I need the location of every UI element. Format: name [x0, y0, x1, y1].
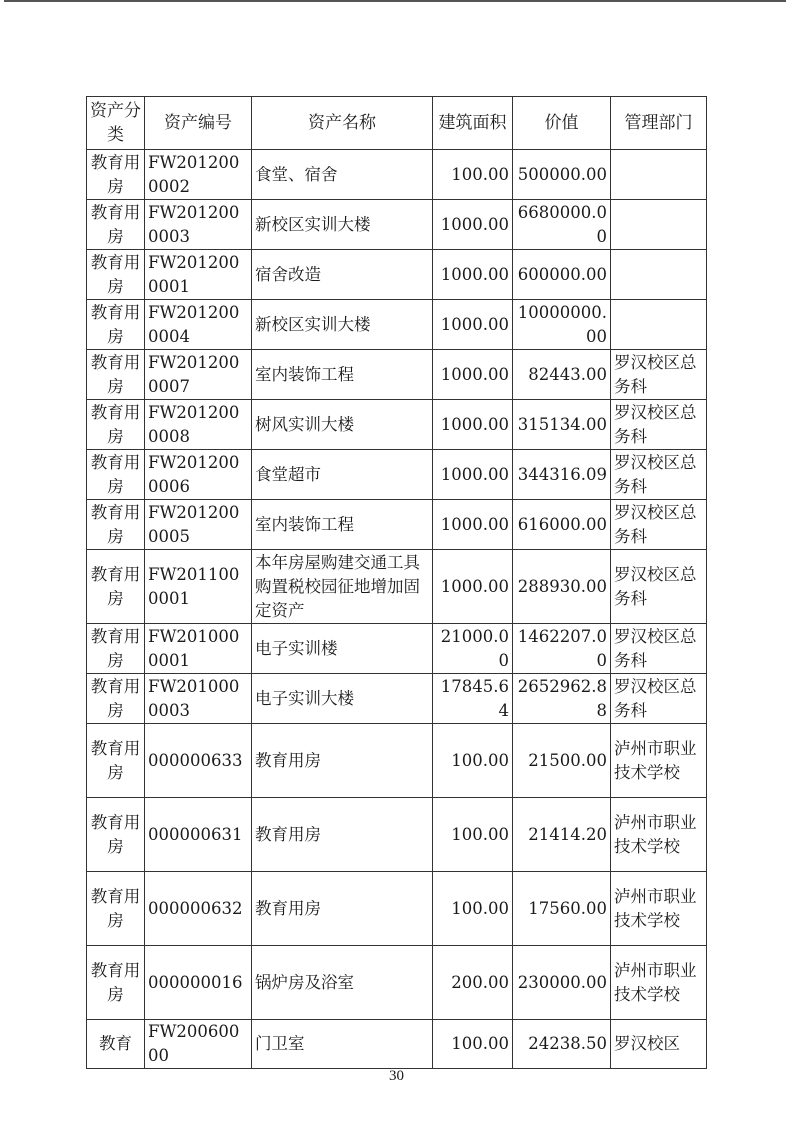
cell-value: 344316.09 [513, 450, 611, 500]
table-row [87, 946, 707, 1020]
cell-code: FW2012000005 [145, 500, 252, 550]
cell-name: 教育用房 [252, 872, 433, 946]
cell-dept [611, 150, 707, 200]
cell-category: 教育用房 [87, 550, 145, 624]
cell-category: 教育用房 [87, 300, 145, 350]
cell-dept: 罗汉校区总务科 [611, 500, 707, 550]
table-row [87, 350, 707, 400]
header-code: 资产编号 [145, 97, 252, 150]
cell-value: 17560.00 [513, 872, 611, 946]
cell-code: FW2012000006 [145, 450, 252, 500]
table-row [87, 150, 707, 200]
cell-dept: 泸州市职业技术学校 [611, 724, 707, 798]
cell-code: 000000631 [145, 798, 252, 872]
table-row [87, 300, 707, 350]
cell-dept: 泸州市职业技术学校 [611, 872, 707, 946]
cell-code: FW2012000008 [145, 400, 252, 450]
cell-area: 1000.00 [433, 200, 513, 250]
cell-area: 100.00 [433, 798, 513, 872]
cell-area: 21000.00 [433, 624, 513, 674]
cell-code: FW2010000003 [145, 674, 252, 724]
cell-name: 宿舍改造 [252, 250, 433, 300]
cell-value: 288930.00 [513, 550, 611, 624]
cell-area: 200.00 [433, 946, 513, 1020]
table-row [87, 400, 707, 450]
cell-value: 6680000.00 [513, 200, 611, 250]
cell-value: 21414.20 [513, 798, 611, 872]
cell-area: 1000.00 [433, 250, 513, 300]
table-row [87, 200, 707, 250]
table-row [87, 250, 707, 300]
cell-value: 230000.00 [513, 946, 611, 1020]
cell-category: 教育用房 [87, 798, 145, 872]
cell-code: FW2012000001 [145, 250, 252, 300]
cell-area: 1000.00 [433, 550, 513, 624]
cell-category: 教育用房 [87, 250, 145, 300]
cell-dept: 泸州市职业技术学校 [611, 798, 707, 872]
cell-value: 24238.50 [513, 1020, 611, 1069]
header-name: 资产名称 [252, 97, 433, 150]
table-row [87, 872, 707, 946]
cell-name: 室内装饰工程 [252, 500, 433, 550]
cell-code: FW2012000002 [145, 150, 252, 200]
cell-area: 100.00 [433, 872, 513, 946]
header-category: 资产分类 [87, 97, 145, 150]
cell-area: 100.00 [433, 1020, 513, 1069]
cell-dept [611, 200, 707, 250]
cell-code: FW2012000004 [145, 300, 252, 350]
cell-area: 1000.00 [433, 450, 513, 500]
cell-code: FW2012000003 [145, 200, 252, 250]
cell-dept [611, 250, 707, 300]
cell-dept: 罗汉校区总务科 [611, 400, 707, 450]
cell-code: FW20060000 [145, 1020, 252, 1069]
cell-category: 教育用房 [87, 946, 145, 1020]
cell-name: 教育用房 [252, 724, 433, 798]
cell-dept: 罗汉校区总务科 [611, 450, 707, 500]
cell-area: 1000.00 [433, 500, 513, 550]
table-row [87, 1020, 707, 1069]
cell-category: 教育用房 [87, 674, 145, 724]
cell-dept: 罗汉校区总务科 [611, 674, 707, 724]
cell-category: 教育用房 [87, 400, 145, 450]
cell-name: 教育用房 [252, 798, 433, 872]
cell-category: 教育用房 [87, 872, 145, 946]
cell-category: 教育用房 [87, 200, 145, 250]
cell-name: 室内装饰工程 [252, 350, 433, 400]
cell-code: FW2011000001 [145, 550, 252, 624]
table-row [87, 450, 707, 500]
cell-area: 100.00 [433, 150, 513, 200]
header-value: 价值 [513, 97, 611, 150]
cell-dept: 罗汉校区 [611, 1020, 707, 1069]
table-row [87, 724, 707, 798]
cell-area: 1000.00 [433, 350, 513, 400]
cell-area: 1000.00 [433, 400, 513, 450]
cell-code: 000000016 [145, 946, 252, 1020]
table-row [87, 624, 707, 674]
cell-area: 1000.00 [433, 300, 513, 350]
cell-name: 食堂、宿舍 [252, 150, 433, 200]
cell-value: 10000000.00 [513, 300, 611, 350]
cell-name: 电子实训大楼 [252, 674, 433, 724]
top-border-line [4, 0, 786, 2]
cell-dept [611, 300, 707, 350]
cell-code: FW2010000001 [145, 624, 252, 674]
cell-code: 000000633 [145, 724, 252, 798]
cell-name: 新校区实训大楼 [252, 200, 433, 250]
cell-category: 教育用房 [87, 500, 145, 550]
cell-name: 门卫室 [252, 1020, 433, 1069]
cell-category: 教育用房 [87, 724, 145, 798]
asset-table [86, 96, 707, 1069]
header-area: 建筑面积 [433, 97, 513, 150]
cell-name: 本年房屋购建交通工具购置税校园征地增加固定资产 [252, 550, 433, 624]
cell-value: 2652962.88 [513, 674, 611, 724]
header-dept: 管理部门 [611, 97, 707, 150]
cell-name: 树风实训大楼 [252, 400, 433, 450]
cell-category: 教育 [87, 1020, 145, 1069]
cell-name: 锅炉房及浴室 [252, 946, 433, 1020]
cell-category: 教育用房 [87, 150, 145, 200]
cell-name: 电子实训楼 [252, 624, 433, 674]
cell-category: 教育用房 [87, 350, 145, 400]
cell-value: 600000.00 [513, 250, 611, 300]
cell-dept: 罗汉校区总务科 [611, 550, 707, 624]
cell-name: 新校区实训大楼 [252, 300, 433, 350]
cell-name: 食堂超市 [252, 450, 433, 500]
cell-value: 616000.00 [513, 500, 611, 550]
table-row [87, 798, 707, 872]
table-row [87, 674, 707, 724]
cell-value: 1462207.00 [513, 624, 611, 674]
table-row [87, 500, 707, 550]
cell-code: FW2012000007 [145, 350, 252, 400]
cell-value: 21500.00 [513, 724, 611, 798]
table-header-row [87, 97, 707, 150]
page-number: 30 [389, 1068, 404, 1084]
table-row [87, 550, 707, 624]
cell-category: 教育用房 [87, 450, 145, 500]
cell-dept: 罗汉校区总务科 [611, 624, 707, 674]
cell-value: 82443.00 [513, 350, 611, 400]
cell-area: 17845.64 [433, 674, 513, 724]
cell-dept: 泸州市职业技术学校 [611, 946, 707, 1020]
cell-code: 000000632 [145, 872, 252, 946]
cell-area: 100.00 [433, 724, 513, 798]
asset-table-container [86, 96, 706, 1069]
cell-value: 500000.00 [513, 150, 611, 200]
cell-category: 教育用房 [87, 624, 145, 674]
cell-value: 315134.00 [513, 400, 611, 450]
cell-dept: 罗汉校区总务科 [611, 350, 707, 400]
